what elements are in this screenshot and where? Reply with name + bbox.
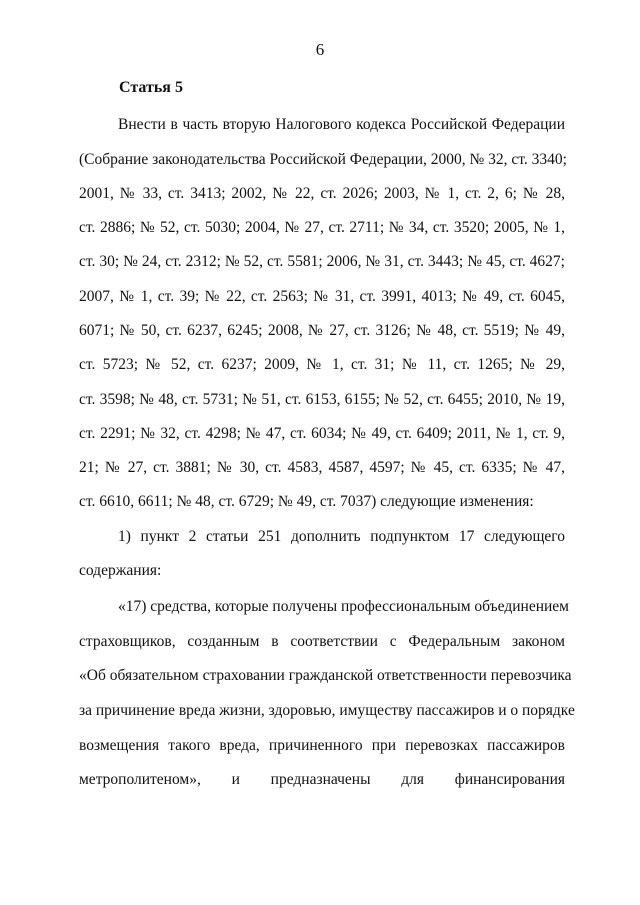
text-line: Внести в часть вторую Налогового кодекса Российской Федерации [118, 116, 565, 133]
text-line: ст. 5723; № 52, ст. 6237; 2009, № 1, ст. 31; № 11, ст. 1265; № 29, [79, 356, 565, 373]
text-line: (Собрание законодательства Российской Федерации, 2000, № 32, ст. 3340; [79, 151, 567, 168]
text-line: 2001, № 33, ст. 3413; 2002, № 22, ст. 2026; 2003, № 1, ст. 2, 6; № 28, [79, 185, 565, 202]
text-line: ст. 2291; № 32, ст. 4298; № 47, ст. 6034; № 49, ст. 6409; 2011, № 1, ст. 9, [79, 425, 565, 442]
text-line: «Об обязательном страховании гражданской ответственности перевозчика [79, 667, 572, 684]
text-line: за причинение вреда жизни, здоровью, имуществу пассажиров и о порядке [79, 702, 575, 719]
text-line: страховщиков, созданным в соответствии с Федеральным законом [79, 633, 565, 650]
text-line: содержания: [79, 562, 162, 579]
text-line: ст. 2886; № 52, ст. 5030; 2004, № 27, ст. 2711; № 34, ст. 3520; 2005, № 1, [79, 219, 565, 236]
text-line: 6071; № 50, ст. 6237, 6245; 2008, № 27, ст. 3126; № 48, ст. 5519; № 49, [79, 322, 565, 339]
text-line: ст. 6610, 6611; № 48, ст. 6729; № 49, ст. 7037) следующие изменения: [79, 493, 534, 510]
text-line: 21; № 27, ст. 3881; № 30, ст. 4583, 4587, 4597; № 45, ст. 6335; № 47, [79, 459, 565, 476]
text-line: 2007, № 1, ст. 39; № 22, ст. 2563; № 31, ст. 3991, 4013; № 49, ст. 6045, [79, 288, 565, 305]
text-line: метрополитеном», и предназначены для финансирования [79, 771, 565, 788]
text-line: ст. 30; № 24, ст. 2312; № 52, ст. 5581; 2006, № 31, ст. 3443; № 45, ст. 4627; [79, 253, 565, 270]
text-line: ст. 3598; № 48, ст. 5731; № 51, ст. 6153, 6155; № 52, ст. 6455; 2010, № 19, [79, 391, 565, 408]
page-number: 6 [315, 40, 325, 59]
article-heading: Статья 5 [119, 79, 183, 96]
text-line: возмещения такого вреда, причиненного при перевозках пассажиров [79, 737, 565, 754]
text-line: «17) средства, которые получены профессиональным объединением [118, 598, 569, 615]
text-line: 1) пункт 2 статьи 251 дополнить подпунктом 17 следующего [118, 528, 565, 545]
